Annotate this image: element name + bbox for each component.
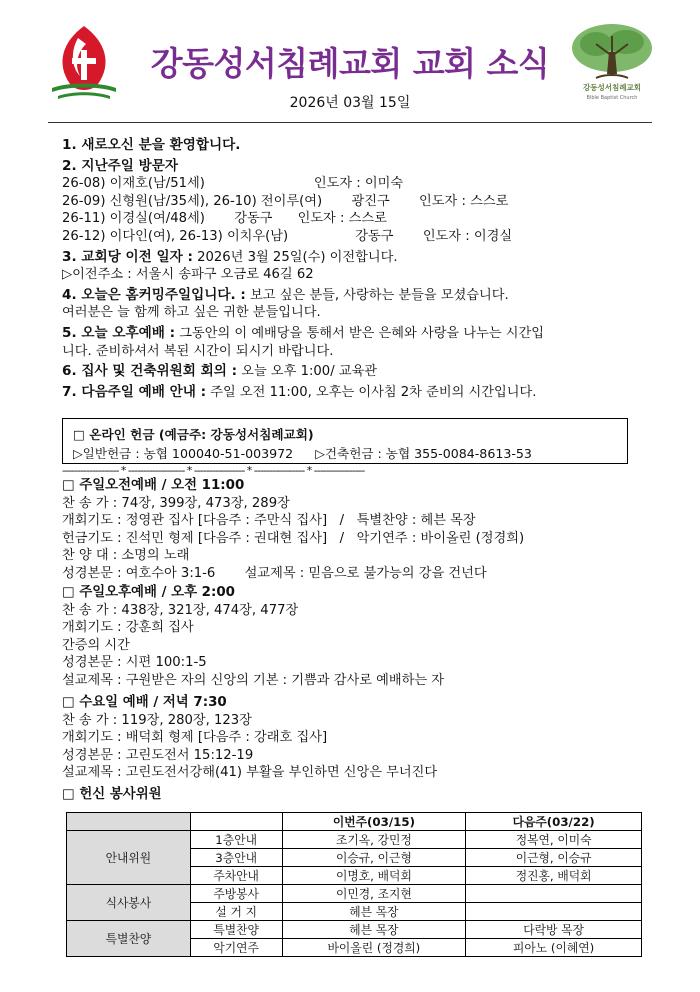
news-text: 주일 오전 11:00, 오후는 이사침 2차 준비의 시간입니다.	[206, 384, 537, 400]
news-item-1	[62, 137, 652, 155]
afternoon-line: 찬 송 가 : 438장, 321장, 474장, 477장	[62, 602, 299, 618]
news-heading: 4. 오늘은 홈커밍주일입니다. :	[62, 286, 246, 303]
news-text: 보고 싶은 분들, 사랑하는 분들을 모셨습니다.	[245, 287, 509, 303]
role-cell: 주차안내	[190, 867, 282, 885]
table-header-row	[67, 813, 642, 831]
visitor-line: 26-11) 이경실(여/48세) 강동구 인도자 : 스스로	[62, 211, 387, 227]
service-table	[66, 812, 642, 957]
news-heading: 5. 오늘 오후예배 :	[62, 324, 176, 341]
visitor-line: 26-12) 이다인(여), 26-13) 이치우(남) 강동구 인도자 : 이경실	[62, 228, 513, 244]
news-heading: 7. 다음주일 예배 안내 :	[62, 383, 207, 400]
wednesday-line: 개회기도 : 배덕회 형제 [다음주 : 강래호 집사]	[62, 730, 328, 746]
this-week-cell: 헤븐 목장	[282, 903, 466, 921]
header-divider	[48, 122, 652, 123]
morning-heading: □ 주일오전예배 / 오전 11:00	[62, 478, 245, 493]
service-heading: □ 헌신 봉사위원	[62, 787, 162, 802]
bulletin-title: 강동성서침례교회 교회 소식	[150, 44, 550, 83]
next-week-cell	[466, 903, 642, 921]
next-week-cell: 피아노 (이혜연)	[466, 939, 642, 957]
bulletin-header	[0, 0, 700, 120]
wednesday-heading: □ 수요일 예배 / 저녁 7:30	[62, 695, 227, 710]
role-cell: 1층안내	[190, 831, 282, 849]
offering-general: ▷일반헌금 : 농협 100040-51-003972	[73, 446, 294, 461]
morning-service	[62, 477, 652, 583]
offering-title: □ 온라인 헌금 (예금주: 강동성서침례교회)	[73, 427, 314, 442]
group-name: 식사봉사	[67, 885, 191, 921]
logo-subtitle: Bible Baptist Church	[586, 95, 638, 101]
service-volunteers	[62, 786, 652, 804]
next-week-cell: 정복연, 이미숙	[466, 831, 642, 849]
morning-line: 성경본문 : 여호수아 3:1-6 설교제목 : 믿음으로 불가능의 강을 건넌다	[62, 565, 487, 581]
next-week-cell	[466, 885, 642, 903]
role-cell: 주방봉사	[190, 885, 282, 903]
morning-line: 찬 양 대 : 소명의 노래	[62, 548, 190, 564]
news-detail: 니다. 준비하셔서 복된 시간이 되시기 바랍니다.	[62, 343, 334, 359]
news-item-7	[62, 384, 652, 402]
section-divider: ------------------- * ------------------- * ----------------- * ----------------- * -----------------	[62, 464, 365, 477]
news-text: 오늘 오후 1:00/ 교육관	[237, 364, 378, 380]
role-cell: 3층안내	[190, 849, 282, 867]
news-item-5	[62, 325, 652, 360]
morning-line: 찬 송 가 : 74장, 399장, 473장, 289장	[62, 495, 290, 511]
group-name: 안내위원	[67, 831, 191, 885]
news-item-2	[62, 158, 652, 246]
news-heading: 1. 새로오신 분을 환영합니다.	[62, 137, 241, 153]
news-item-3	[62, 249, 652, 284]
news-item-4	[62, 287, 652, 322]
bulletin-date: 2026년 03월 15일	[289, 95, 411, 111]
logo-name: 강동성서침례교회	[583, 83, 641, 92]
next-week-cell: 정진홍, 배덕회	[466, 867, 642, 885]
table-row	[67, 921, 642, 939]
wednesday-line: 설교제목 : 고린도전서강해(41) 부활을 부인하면 신앙은 무너진다	[62, 765, 438, 781]
news-item-6	[62, 363, 652, 381]
wednesday-line: 찬 송 가 : 119장, 280장, 123장	[62, 712, 252, 728]
news-detail: 여러분은 늘 함께 하고 싶은 귀한 분들입니다.	[62, 305, 321, 321]
header-next-week: 다음주(03/22)	[466, 813, 642, 831]
role-cell: 설 거 지	[190, 903, 282, 921]
group-name: 특별찬양	[67, 921, 191, 957]
this-week-cell: 이명호, 배덕회	[282, 867, 466, 885]
next-week-cell: 이근형, 이승규	[466, 849, 642, 867]
this-week-cell: 이승규, 이근형	[282, 849, 466, 867]
role-cell: 특별찬양	[190, 921, 282, 939]
table-row	[67, 885, 642, 903]
online-offering-box	[62, 418, 628, 464]
afternoon-line: 간증의 시간	[62, 637, 130, 653]
this-week-cell: 조기옥, 강민정	[282, 831, 466, 849]
afternoon-line: 개회기도 : 강훈희 집사	[62, 620, 194, 636]
wednesday-service	[62, 694, 652, 782]
role-cell: 악기연주	[190, 939, 282, 957]
offering-building: ▷건축헌금 : 농협 355-0084-8613-53	[315, 446, 532, 461]
visitor-line: 26-09) 신형원(남/35세), 26-10) 전이루(여) 광진구 인도자 : 스스로	[62, 193, 509, 209]
table-row	[67, 831, 642, 849]
afternoon-service	[62, 584, 652, 690]
news-heading: 2. 지난주일 방문자	[62, 157, 179, 174]
morning-line: 개회기도 : 정영관 집사 [다음주 : 주만식 집사] / 특별찬양 : 헤븐 목장	[62, 513, 476, 529]
this-week-cell: 바이올린 (정경희)	[282, 939, 466, 957]
news-text: 그동안의 이 예배당을 통해서 받은 은혜와 사랑을 나누는 시간입	[175, 325, 544, 341]
news-detail: ▷이전주소 : 서울시 송파구 오금로 46길 62	[62, 267, 314, 283]
news-text: 2026년 3월 25일(수) 이전합니다.	[192, 249, 398, 265]
news-heading: 6. 집사 및 건축위원회 회의 :	[62, 363, 238, 380]
afternoon-heading: □ 주일오후예배 / 오후 2:00	[62, 585, 235, 600]
afternoon-line: 성경본문 : 시편 100:1-5	[62, 655, 207, 671]
next-week-cell: 다락방 목장	[466, 921, 642, 939]
news-heading: 3. 교회당 이전 일자 :	[62, 248, 193, 265]
news-list	[62, 134, 652, 401]
tree-logo-icon	[566, 22, 658, 104]
morning-line: 헌금기도 : 진석민 형제 [다음주 : 권대현 집사] / 악기연주 : 바이올린 (정경희)	[62, 530, 525, 546]
this-week-cell: 헤븐 목장	[282, 921, 466, 939]
afternoon-line: 설교제목 : 구원받은 자의 신앙의 기본 : 기쁨과 감사로 예배하는 자	[62, 672, 445, 688]
visitor-line: 26-08) 이재호(남/51세) 인도자 : 이미숙	[62, 176, 404, 192]
this-week-cell: 이민경, 조지현	[282, 885, 466, 903]
wednesday-line: 성경본문 : 고린도전서 15:12-19	[62, 747, 254, 763]
header-this-week: 이번주(03/15)	[282, 813, 466, 831]
